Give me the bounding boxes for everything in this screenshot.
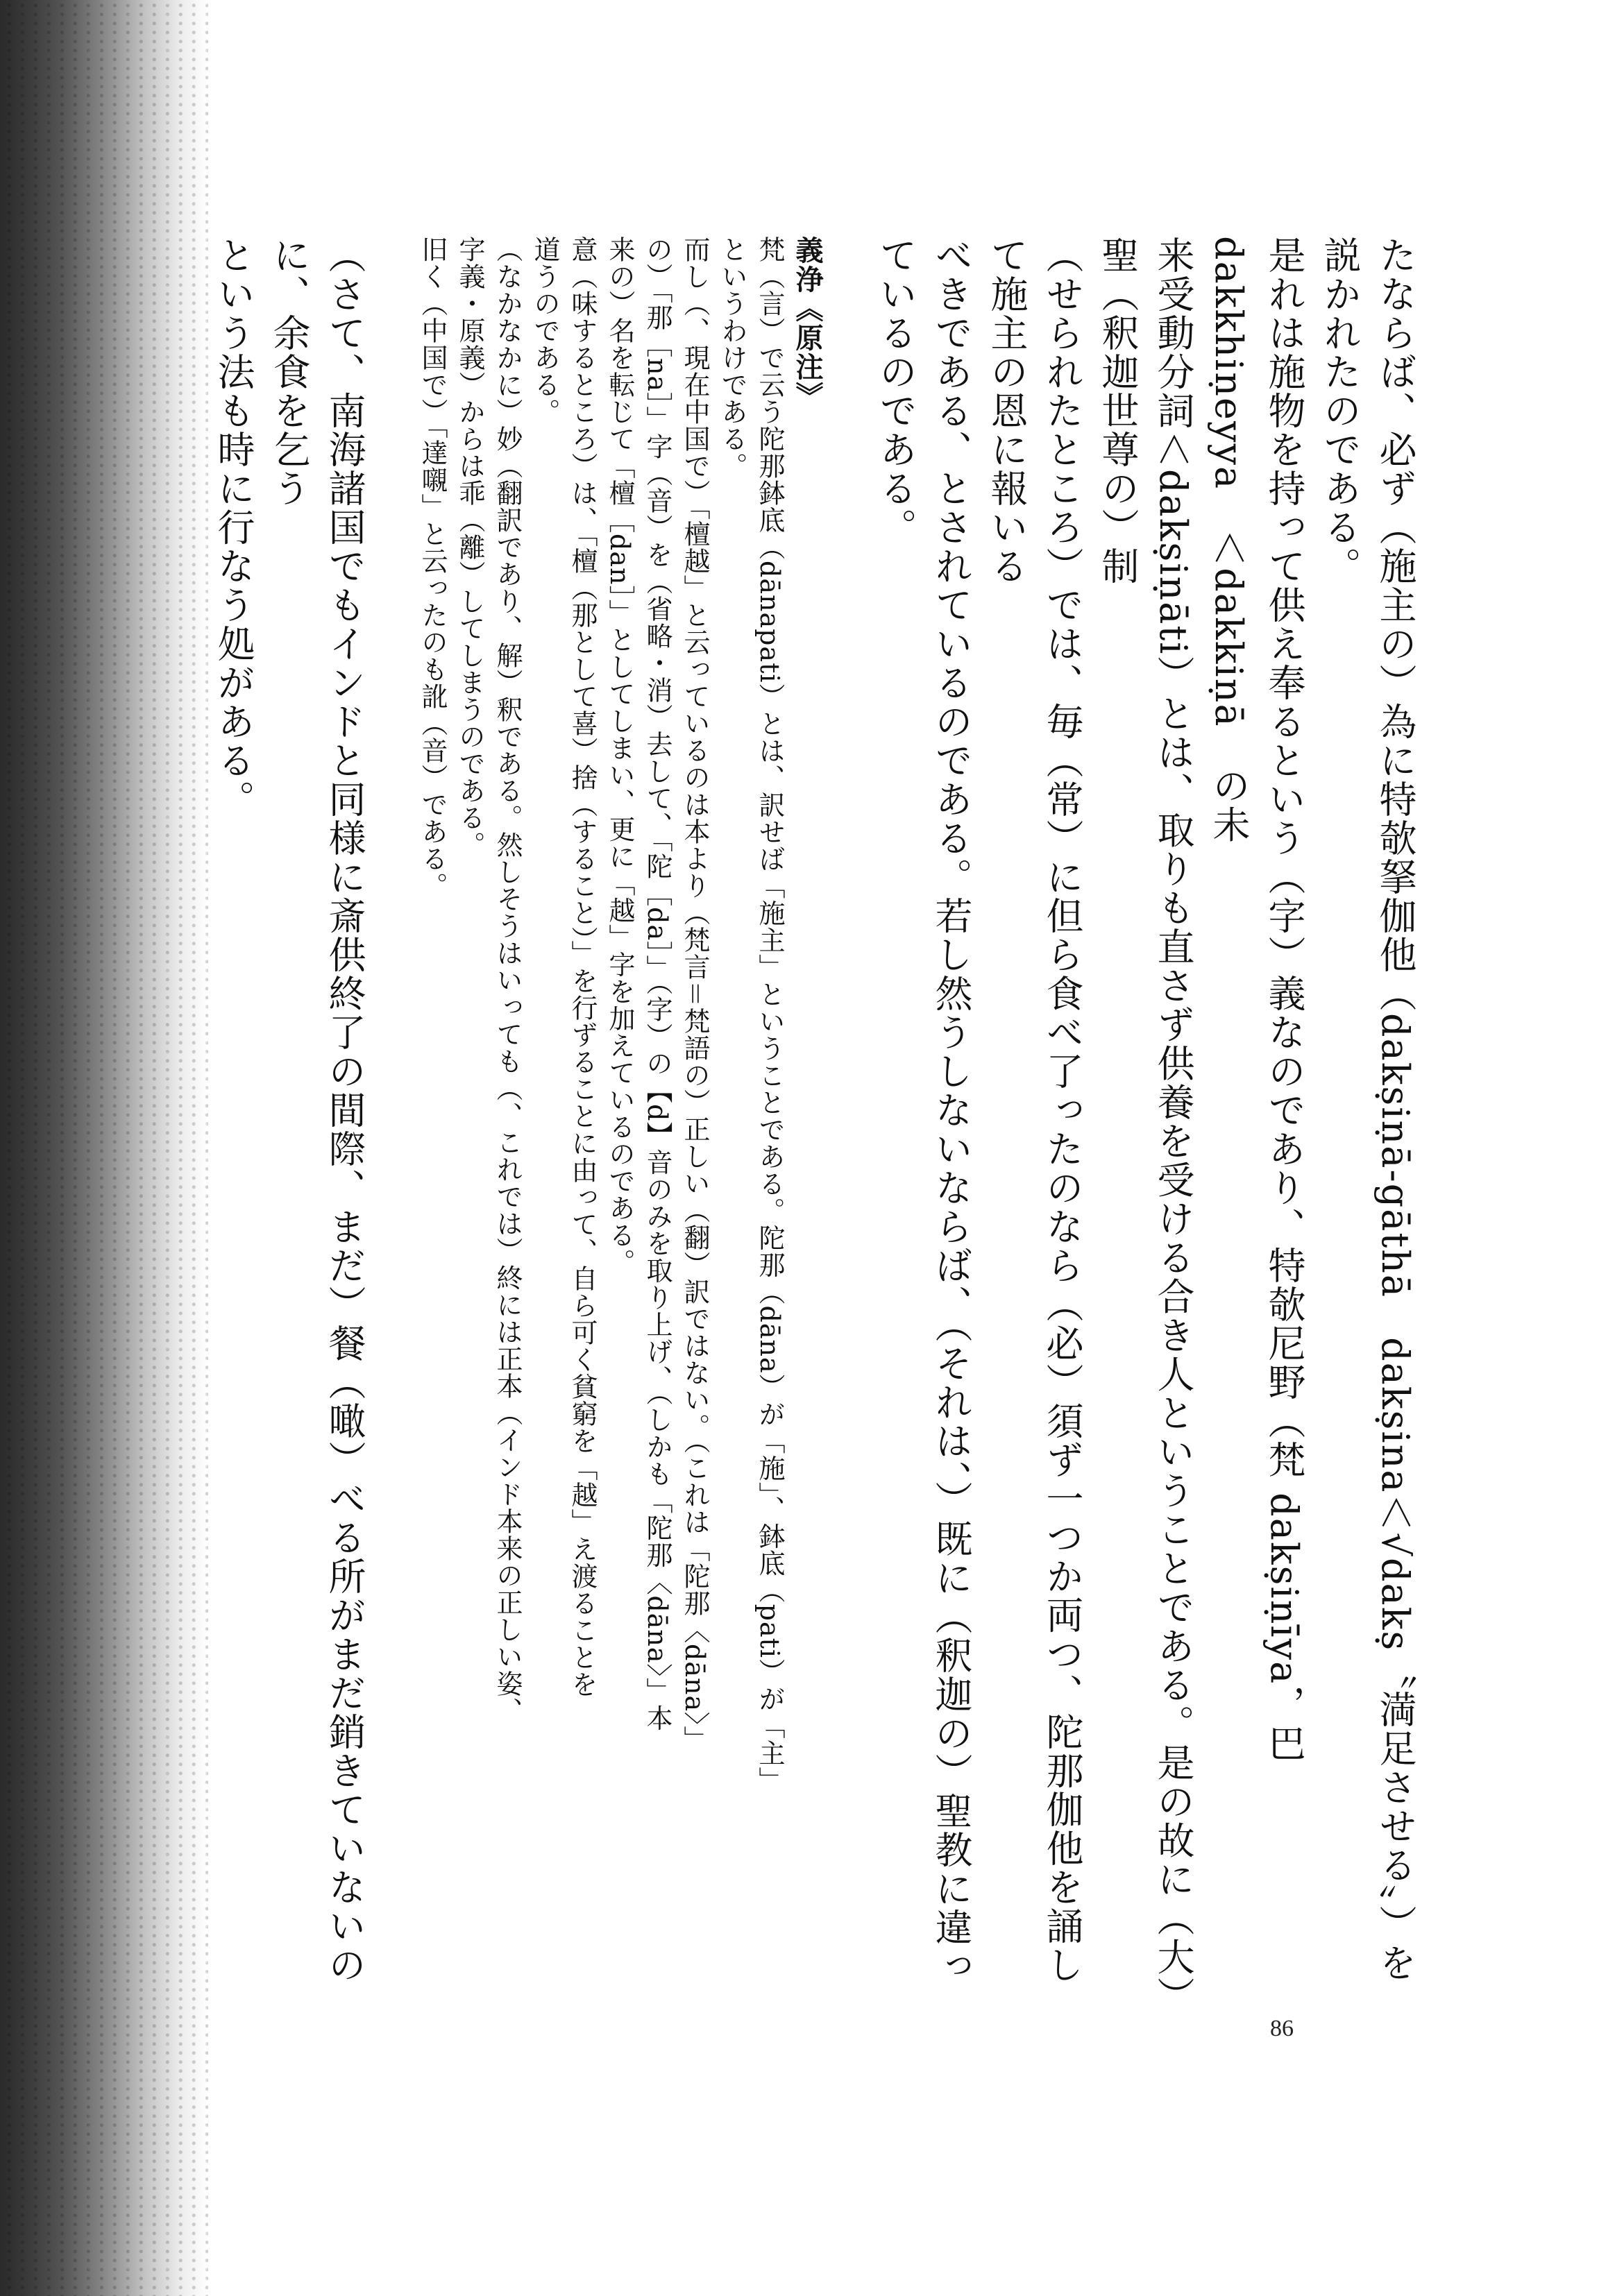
translator-note [414, 236, 826, 2019]
scan-gutter-noise [0, 0, 208, 2296]
note-line-7: 道うのである。 [530, 236, 560, 425]
page-text-body [205, 236, 1423, 2019]
note-line-4: の）「那［na］」字（音）を（省略・消）去して、「陀［da］」（字）の【d】音のみを取り上げ、（しかも「陀那〈dāna〉」本 [642, 236, 673, 1732]
main-line-3: 来受動分詞＜dakṣiṇāti）とは、取りも直さず供養を受ける合き人ということである。是の故に（大）聖（釈迦世尊の）制 [1096, 236, 1195, 2016]
page-number: 86 [1270, 2016, 1294, 2041]
main-line-1: たならば、必ず（施主の）為に特欹拏伽他（dakṣiṇā-gāthā dakṣina＜√dakṣ〝満足させる〟）を説かれたのである。 [1318, 236, 1417, 1983]
closing-paragraph [205, 236, 372, 2019]
main-line-5: べきである、とされているのである。若し然うしないならば、（それは、）既に（釈迦の）聖教に違っているのである。 [874, 236, 973, 1986]
closing-line-2: という法も時に行なう処がある。 [212, 236, 255, 819]
main-paragraph [868, 236, 1423, 2019]
note-line-1: 梵（言）で云う陀那鉢底（dānapati）とは、訳せば「施主」ということである。陀那（dāna）が「施」、鉢底（pati）が「主」 [754, 236, 785, 1794]
main-line-2: 是れは施物を持って供え奉るという（字）義なのであり、特欹尼野（梵 dakṣiṇīya，巴 dakkhiṇeyya ＜dakkiṇā の未 [1207, 236, 1306, 1763]
main-line-4: （せられたところ）では、毎（常）に但ら食べ了ったのなら（必）須ず一つか両つ、陀那伽他を誦して施主の恩に報いる [985, 236, 1084, 1984]
note-heading: 義浄《原注》 [791, 236, 824, 411]
note-line-5: 来の）名を転じて「檀［dan］」としてしまい、更に「越」字を加えているのである。 [604, 236, 635, 1276]
note-line-2: というわけである。 [717, 236, 747, 479]
note-line-6: 意（味するところ）は、「檀（那として喜）捨（すること）」を行ずることに由って、自ら可く貧窮を「越」え渡ることを [567, 236, 598, 1698]
note-line-8: （なかなかに）妙（翻訳であり、解）釈である。然しそうはいっても（、これでは）終には正本（インド本来の正しい姿、 [492, 236, 523, 1724]
note-line-9: 字義・原義）からは乖（離）してしまうのである。 [455, 236, 485, 858]
note-line-3: 而し（、現在中国で）「檀越」と云っているのは本より（梵言＝梵語の）正しい（翻）訳ではない。（これは「陀那〈dāna〉」 [679, 236, 710, 1753]
note-line-10: 旧く（中国で）「達嚫」と云ったのも訛（音）である。 [417, 236, 448, 899]
closing-line-1: （さて、南海諸国でもインドと同様に斎供終了の間際、まだ）餐（噉）べる所がまだ銷きていないのに、余食を乞う [267, 236, 366, 1984]
